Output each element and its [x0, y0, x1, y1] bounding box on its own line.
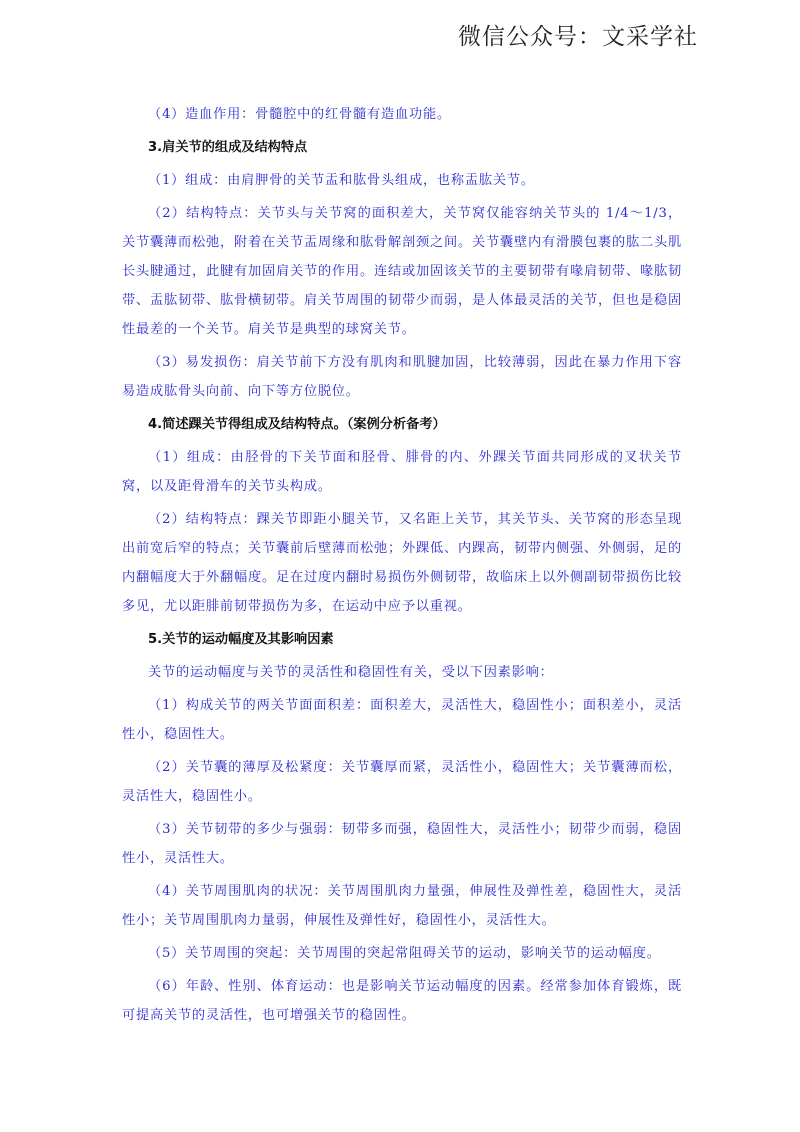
- paragraph: （1）组成：由胫骨的下关节面和胫骨、腓骨的内、外踝关节面共同形成的叉状关节窝，以及距骨滑车的关节头构成。: [122, 450, 682, 494]
- paragraph: （5）关节周围的突起：关节周围的突起常阻碍关节的运动，影响关节的运动幅度。: [148, 946, 661, 961]
- paragraph: （3）易发损伤：肩关节前下方没有肌肉和肌腱加固，比较薄弱，因此在暴力作用下容易造成肱骨头向前、向下等方位脱位。: [122, 355, 682, 399]
- paragraph: （2）结构特点：踝关节即距小腿关节，又名距上关节，其关节头、关节窝的形态呈现出前宽后窄的特点；关节囊前后壁薄而松弛；外踝低、内踝高，韧带内侧强、外侧弱，足的内翻幅度大于外翻幅度。足在过度内翻时易损伤外侧韧带，故临床上以外侧副韧带损伤比较多见，尤以距腓前韧带损伤为多，在运动中应予以重视。: [122, 512, 682, 614]
- paragraph: （6）年龄、性别、体育运动：也是影响关节运动幅度的因素。经常参加体育锻炼，既可提高关节的灵活性，也可增强关节的稳固性。: [122, 979, 682, 1023]
- section-heading-4: 4.简述踝关节得组成及结构特点。（案例分析备考）: [148, 417, 446, 432]
- section-heading-3: 3.肩关节的组成及结构特点: [148, 140, 308, 155]
- paragraph: （3）关节韧带的多少与强弱：韧带多而强，稳固性大，灵活性小；韧带少而弱，稳固性小，灵活性大。: [122, 822, 682, 866]
- paragraph: （1）构成关节的两关节面面积差：面积差大，灵活性大，稳固性小；面积差小，灵活性小，稳固性大。: [122, 698, 682, 742]
- paragraph: （1）组成：由肩胛骨的关节盂和肱骨头组成，也称盂肱关节。: [148, 173, 535, 188]
- paragraph: （2）关节囊的薄厚及松紧度：关节囊厚而紧，灵活性小，稳固性大；关节囊薄而松，灵活性大，稳固性小。: [122, 760, 682, 804]
- paragraph: （4）造血作用：骨髓腔中的红骨髓有造血功能。: [148, 107, 451, 122]
- paragraph: 关节的运动幅度与关节的灵活性和稳固性有关，受以下因素影响：: [148, 665, 554, 680]
- document-body: [122, 100, 682, 1030]
- section-heading-5: 5.关节的运动幅度及其影响因素: [148, 632, 334, 647]
- watermark-text: 微信公众号：文采学社: [458, 24, 698, 50]
- paragraph: （2）结构特点：关节头与关节窝的面积差大，关节窝仅能容纳关节头的 1/4～1/3，关节囊薄而松弛，附着在关节盂周缘和肱骨解剖颈之间。关节囊壁内有滑膜包裹的肱二头肌长头腱通过，此腱有加固肩关节的作用。连结或加固该关节的主要韧带有喙肩韧带、喙肱韧带、盂肱韧带、肱骨横韧带。肩关节周围的韧带少而弱，是人体最灵活的关节，但也是稳固性最差的一个关节。肩关节是典型的球窝关节。: [122, 206, 682, 337]
- paragraph: （4）关节周围肌肉的状况：关节周围肌肉力量强，伸展性及弹性差，稳固性大，灵活性小；关节周围肌肉力量弱，伸展性及弹性好，稳固性小，灵活性大。: [122, 884, 682, 928]
